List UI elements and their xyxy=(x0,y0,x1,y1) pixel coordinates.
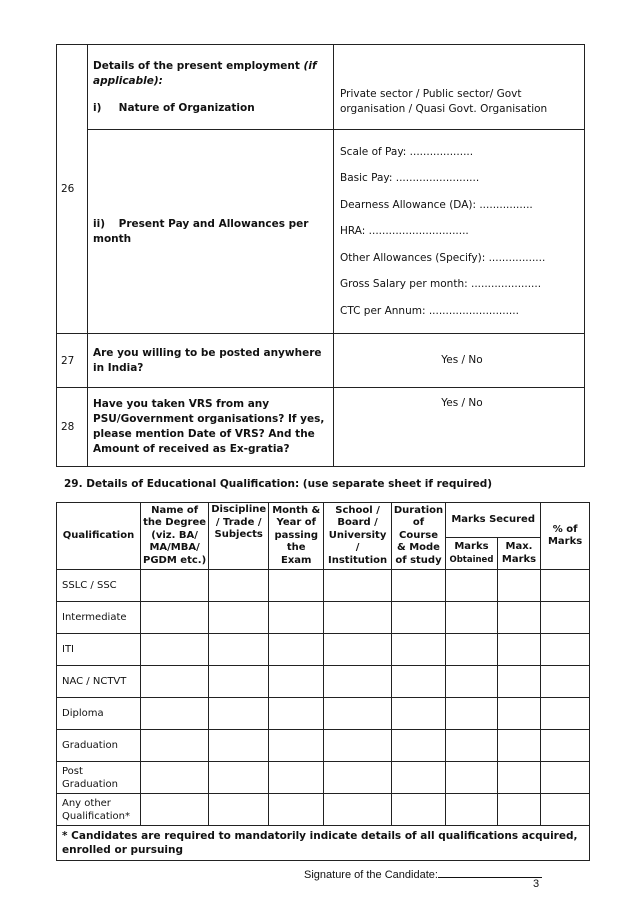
table-cell[interactable] xyxy=(324,570,392,602)
sub2-label: Present Pay and Allowances per month xyxy=(93,217,309,245)
table-cell[interactable] xyxy=(497,666,540,698)
q28-answer[interactable]: Yes / No xyxy=(334,388,585,467)
table-row xyxy=(57,698,590,730)
sub2-number: ii) xyxy=(93,217,105,230)
table-row xyxy=(57,602,590,634)
table-cell[interactable] xyxy=(324,602,392,634)
q27-question: Are you willing to be posted anywhere in India? xyxy=(88,334,334,388)
basic-pay-line[interactable]: Basic Pay: ......................... xyxy=(340,172,480,185)
table-cell[interactable] xyxy=(541,762,590,794)
table-cell[interactable] xyxy=(391,634,445,666)
marks-obtained-label: Marks xyxy=(454,541,489,552)
table-cell[interactable] xyxy=(269,570,324,602)
other-allowances-line[interactable]: Other Allowances (Specify): ................. xyxy=(340,251,546,264)
header-percent: % of Marks xyxy=(541,503,590,570)
header-marks-obtained xyxy=(446,538,498,570)
section-29-title: 29. Details of Educational Qualification: (use separate sheet if required) xyxy=(64,478,493,490)
pay-answer-cell xyxy=(334,130,585,334)
table-row xyxy=(57,794,590,826)
ctc-line[interactable]: CTC per Annum: ........................... xyxy=(340,304,519,317)
table-cell[interactable] xyxy=(446,730,498,762)
row-number-26: 26 xyxy=(57,45,88,334)
dearness-allowance-line[interactable]: Dearness Allowance (DA): ................ xyxy=(340,198,533,211)
header-duration: Duration of Course & Mode of study xyxy=(391,503,445,570)
qualification-label: SSLC / SSC xyxy=(57,570,141,602)
pay-question-cell xyxy=(88,130,334,334)
sub1-label: Nature of Organization xyxy=(118,101,255,114)
marks-obtained-sub: Obtained xyxy=(449,554,494,565)
table-cell[interactable] xyxy=(324,666,392,698)
table-cell[interactable] xyxy=(140,602,208,634)
table-cell[interactable] xyxy=(140,666,208,698)
table-cell[interactable] xyxy=(269,730,324,762)
table-cell[interactable] xyxy=(209,730,269,762)
table-cell[interactable] xyxy=(446,570,498,602)
table-cell[interactable] xyxy=(446,634,498,666)
table-cell[interactable] xyxy=(324,634,392,666)
header-discipline: Discipline / Trade / Subjects xyxy=(209,503,269,570)
table-cell[interactable] xyxy=(209,570,269,602)
table-cell[interactable] xyxy=(140,634,208,666)
table-cell[interactable] xyxy=(209,666,269,698)
signature-block xyxy=(304,866,542,881)
table-cell[interactable] xyxy=(541,570,590,602)
table-cell[interactable] xyxy=(269,602,324,634)
gross-salary-line[interactable]: Gross Salary per month: ..................... xyxy=(340,278,542,291)
table-row xyxy=(57,570,590,602)
qualification-label: Post Graduation xyxy=(57,762,141,794)
table-cell[interactable] xyxy=(324,794,392,826)
table-cell[interactable] xyxy=(140,570,208,602)
table-cell[interactable] xyxy=(269,762,324,794)
table-cell[interactable] xyxy=(497,730,540,762)
qualification-label: Intermediate xyxy=(57,602,141,634)
table-cell[interactable] xyxy=(269,794,324,826)
table-cell[interactable] xyxy=(269,666,324,698)
table-cell[interactable] xyxy=(391,730,445,762)
header-degree: Name of the Degree (viz. BA/ MA/MBA/ PGDM etc.) xyxy=(140,503,208,570)
table-cell[interactable] xyxy=(324,698,392,730)
table-row xyxy=(57,634,590,666)
employment-heading-italic: (if applicable): xyxy=(93,59,317,87)
qualification-label: Graduation xyxy=(57,730,141,762)
table-cell[interactable] xyxy=(391,698,445,730)
qualification-label: NAC / NCTVT xyxy=(57,666,141,698)
table-cell[interactable] xyxy=(497,794,540,826)
table-cell[interactable] xyxy=(209,762,269,794)
sub1-number: i) xyxy=(93,101,102,114)
table-cell[interactable] xyxy=(140,730,208,762)
table-cell[interactable] xyxy=(446,794,498,826)
employment-heading: Details of the present employment xyxy=(93,59,300,72)
table-cell[interactable] xyxy=(497,602,540,634)
table-row xyxy=(57,762,590,794)
header-max-marks: Max. Marks xyxy=(497,538,540,570)
qualification-note: * Candidates are required to mandatorily indicate details of all qualifications acquired, enrolled or pursuing xyxy=(57,826,590,861)
table-cell[interactable] xyxy=(391,762,445,794)
table-cell[interactable] xyxy=(209,634,269,666)
table-row xyxy=(57,666,590,698)
header-month-year: Month & Year of passing the Exam xyxy=(269,503,324,570)
table-cell[interactable] xyxy=(209,794,269,826)
row-number-28: 28 xyxy=(57,388,88,467)
table-cell[interactable] xyxy=(497,698,540,730)
table-cell[interactable] xyxy=(541,730,590,762)
table-cell[interactable] xyxy=(541,634,590,666)
table-cell[interactable] xyxy=(541,602,590,634)
table-cell[interactable] xyxy=(324,762,392,794)
row-number-27: 27 xyxy=(57,334,88,388)
employment-question-cell xyxy=(88,45,334,130)
q28-question: Have you taken VRS from any PSU/Government organisations? If yes, please mention Date of VRS? And the Amount of received as Ex-gratia? xyxy=(88,388,334,467)
table-cell[interactable] xyxy=(446,698,498,730)
header-qualification: Qualification xyxy=(57,503,141,570)
table-cell[interactable] xyxy=(391,794,445,826)
table-cell[interactable] xyxy=(541,794,590,826)
table-row xyxy=(57,730,590,762)
nature-of-organization-answer[interactable]: Private sector / Public sector/ Govt organisation / Quasi Govt. Organisation xyxy=(334,45,585,130)
table-cell[interactable] xyxy=(140,698,208,730)
table-cell[interactable] xyxy=(140,762,208,794)
qualification-table xyxy=(56,502,590,861)
table-cell[interactable] xyxy=(324,730,392,762)
table-cell[interactable] xyxy=(446,666,498,698)
table-cell[interactable] xyxy=(446,762,498,794)
hra-line[interactable]: HRA: .............................. xyxy=(340,225,469,238)
table-cell[interactable] xyxy=(541,698,590,730)
header-school: School / Board / University / Institution xyxy=(324,503,392,570)
employment-table xyxy=(56,44,585,467)
q27-answer[interactable]: Yes / No xyxy=(334,334,585,388)
table-cell[interactable] xyxy=(497,570,540,602)
table-cell[interactable] xyxy=(446,602,498,634)
page-number: 3 xyxy=(533,878,540,890)
table-cell[interactable] xyxy=(497,634,540,666)
table-cell[interactable] xyxy=(541,666,590,698)
table-cell[interactable] xyxy=(209,602,269,634)
table-cell[interactable] xyxy=(391,570,445,602)
table-cell[interactable] xyxy=(209,698,269,730)
table-cell[interactable] xyxy=(497,762,540,794)
table-cell[interactable] xyxy=(140,794,208,826)
signature-label: Signature of the Candidate: xyxy=(304,869,438,881)
qualification-label: Diploma xyxy=(57,698,141,730)
table-cell[interactable] xyxy=(391,666,445,698)
qualification-label: Any other Qualification* xyxy=(57,794,141,826)
header-marks-secured: Marks Secured xyxy=(446,503,541,538)
signature-line[interactable] xyxy=(438,866,542,878)
table-cell[interactable] xyxy=(269,698,324,730)
table-cell[interactable] xyxy=(391,602,445,634)
qualification-label: ITI xyxy=(57,634,141,666)
scale-of-pay-line[interactable]: Scale of Pay: ................... xyxy=(340,145,474,158)
table-cell[interactable] xyxy=(269,634,324,666)
